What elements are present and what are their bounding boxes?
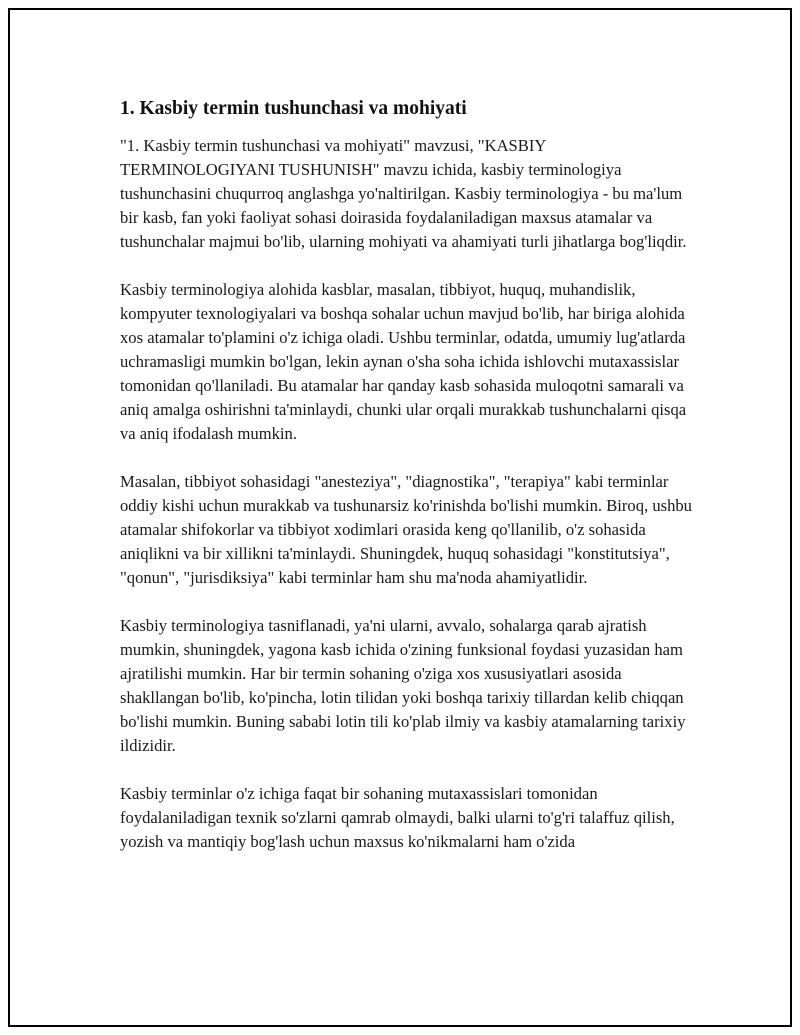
- paragraph-4: Kasbiy terminologiya tasniflanadi, ya'ni ularni, avvalo, sohalarga qarab ajratish mumkin, shuningdek, yagona kasb ichida o'zining funksional foydasi yuzasidan ham ajratilishi mumkin. Har bir termin sohaning o'ziga xos xususiyatlari asosida shakllangan bo'lib, ko'pincha, lotin tilidan yoki boshqa tarixiy tillardan kelib chiqqan bo'lishi mumkin. Buning sababi lotin tili ko'plab ilmiy va kasbiy atamalarning tarixiy ildizidir.: [120, 616, 686, 755]
- paragraph-5: Kasbiy terminlar o'z ichiga faqat bir sohaning mutaxassislari tomonidan foydalaniladigan texnik so'zlarni qamrab olmaydi, balki ularni to'g'ri talaffuz qilish, yozish va mantiqiy bog'lash uchun maxsus ko'nikmalarni ham o'zida: [120, 784, 675, 851]
- page-frame: [8, 8, 792, 1027]
- document-body: [120, 96, 692, 878]
- section-heading: 1. Kasbiy termin tushunchasi va mohiyati: [120, 98, 467, 119]
- paragraph-3: Masalan, tibbiyot sohasidagi "anesteziya", "diagnostika", "terapiya" kabi terminlar oddiy kishi uchun murakkab va tushunarsiz ko'rinishda bo'lishi mumkin. Biroq, ushbu atamalar shifokorlar va tibbiyot xodimlari orasida keng qo'llanilib, o'z sohasida aniqlikni va bir xillikni ta'minlaydi. Shuningdek, huquq sohasidagi "konstitutsiya", "qonun", "jurisdiksiya" kabi terminlar ham shu ma'noda ahamiyatlidir.: [120, 472, 692, 587]
- paragraph-1: "1. Kasbiy termin tushunchasi va mohiyati" mavzusi, "KASBIY TERMINOLOGIYANI TUSHUNISH" mavzu ichida, kasbiy terminologiya tushunchasini chuqurroq anglashga yo'naltirilgan. Kasbiy terminologiya - bu ma'lum bir kasb, fan yoki faoliyat sohasi doirasida foydalaniladigan maxsus atamalar va tushunchalar majmui bo'lib, ularning mohiyati va ahamiyati turli jihatlarga bog'liqdir.: [120, 136, 687, 251]
- paragraph-2: Kasbiy terminologiya alohida kasblar, masalan, tibbiyot, huquq, muhandislik, kompyuter texnologiyalari va boshqa sohalar uchun mavjud bo'lib, har biriga alohida xos atamalar to'plamini o'z ichiga oladi. Ushbu terminlar, odatda, umumiy lug'atlarda uchramasligi mumkin bo'lgan, lekin aynan o'sha soha ichida ishlovchi mutaxassislar tomonidan qo'llaniladi. Bu atamalar har qanday kasb sohasida muloqotni samarali va aniq amalga oshirishni ta'minlaydi, chunki ular orqali murakkab tushunchalarni qisqa va aniq ifodalash mumkin.: [120, 280, 687, 443]
